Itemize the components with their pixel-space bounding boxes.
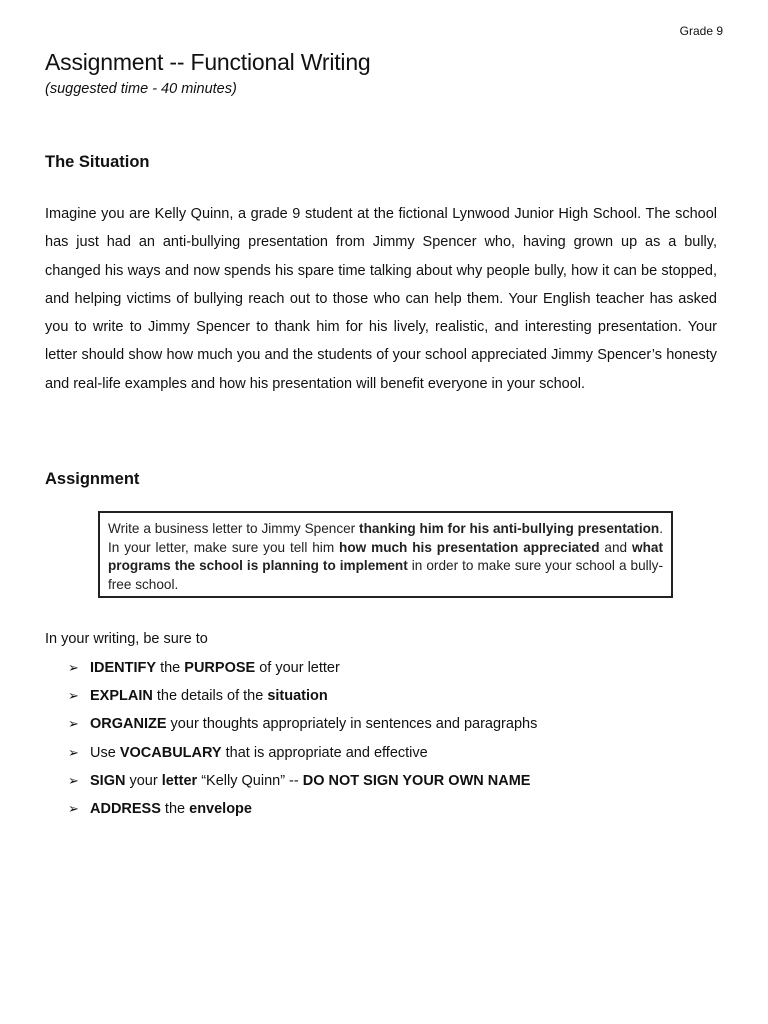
item-keyword: situation xyxy=(267,688,328,705)
item-keyword: ADDRESS xyxy=(90,800,161,817)
arrow-bullet-icon: ➢ xyxy=(68,801,79,817)
assignment-prompt-box xyxy=(98,511,673,598)
item-keyword: PURPOSE xyxy=(184,660,256,676)
list-item xyxy=(68,743,537,771)
suggested-time: (suggested time - 40 minutes) xyxy=(45,81,237,97)
item-keyword: VOCABULARY xyxy=(119,744,222,761)
arrow-bullet-icon: ➢ xyxy=(68,717,79,733)
item-text: the xyxy=(156,660,185,676)
item-keyword: ORGANIZE xyxy=(90,716,167,733)
item-text: the xyxy=(160,800,190,817)
arrow-bullet-icon: ➢ xyxy=(68,745,79,761)
prompt-emphasis: what programs the school is planning to implement xyxy=(108,539,663,573)
item-text: that is appropriate and effective xyxy=(221,744,428,761)
situation-heading: The Situation xyxy=(45,153,150,171)
assignment-heading: Assignment xyxy=(45,470,140,488)
item-text: your thoughts appropriately in sentences and paragraphs xyxy=(166,716,538,733)
prompt-text: Write a business letter to Jimmy Spencer xyxy=(108,521,360,536)
page-title: Assignment -- Functional Writing xyxy=(45,49,371,75)
checklist-intro: In your writing, be sure to xyxy=(45,631,208,647)
item-text: Use xyxy=(90,744,120,761)
item-keyword: SIGN xyxy=(90,772,126,789)
item-keyword: EXPLAIN xyxy=(90,688,153,705)
arrow-bullet-icon: ➢ xyxy=(68,773,79,789)
arrow-bullet-icon: ➢ xyxy=(68,661,79,676)
list-item xyxy=(68,714,537,742)
list-item xyxy=(68,686,537,714)
checklist xyxy=(68,658,537,827)
list-item xyxy=(68,799,537,827)
grade-label: Grade 9 xyxy=(679,24,723,38)
item-text: of your letter xyxy=(255,660,340,676)
item-text: the details of the xyxy=(152,688,268,705)
situation-paragraph: Imagine you are Kelly Quinn, a grade 9 student at the fictional Lynwood Junior High School. The school has just had an anti-bullying presentation from Jimmy Spencer who, having grown up as a bully, changed his ways and now spends his spare time talking about why people bully, how it can be stopped, and helping victims of bullying reach out to those who can help them. Your English teacher has asked you to write to Jimmy Spencer to thank him for his lively, realistic, and interesting presentation. Your letter should show how much you and the students of your school appreciated Jimmy Spencer’s honesty and real-life examples and how his presentation will benefit everyone in your school. xyxy=(45,206,717,392)
item-keyword: IDENTIFY xyxy=(90,660,157,676)
prompt-text: . In your letter, make sure you tell him xyxy=(108,521,663,555)
item-keyword: letter xyxy=(161,772,198,789)
item-keyword: envelope xyxy=(189,800,252,817)
list-item xyxy=(68,658,537,686)
arrow-bullet-icon: ➢ xyxy=(68,689,79,705)
item-text: your xyxy=(125,772,162,789)
prompt-text: in order to make sure your school a bully-free school. xyxy=(108,558,663,592)
item-keyword: DO NOT SIGN YOUR OWN NAME xyxy=(302,772,531,789)
prompt-emphasis: how much his presentation appreciated xyxy=(339,539,600,555)
prompt-emphasis: thanking him for his anti-bullying presentation xyxy=(359,521,660,536)
item-text: “Kelly Quinn” -- xyxy=(197,772,303,789)
prompt-text: and xyxy=(599,539,633,555)
list-item xyxy=(68,771,537,799)
